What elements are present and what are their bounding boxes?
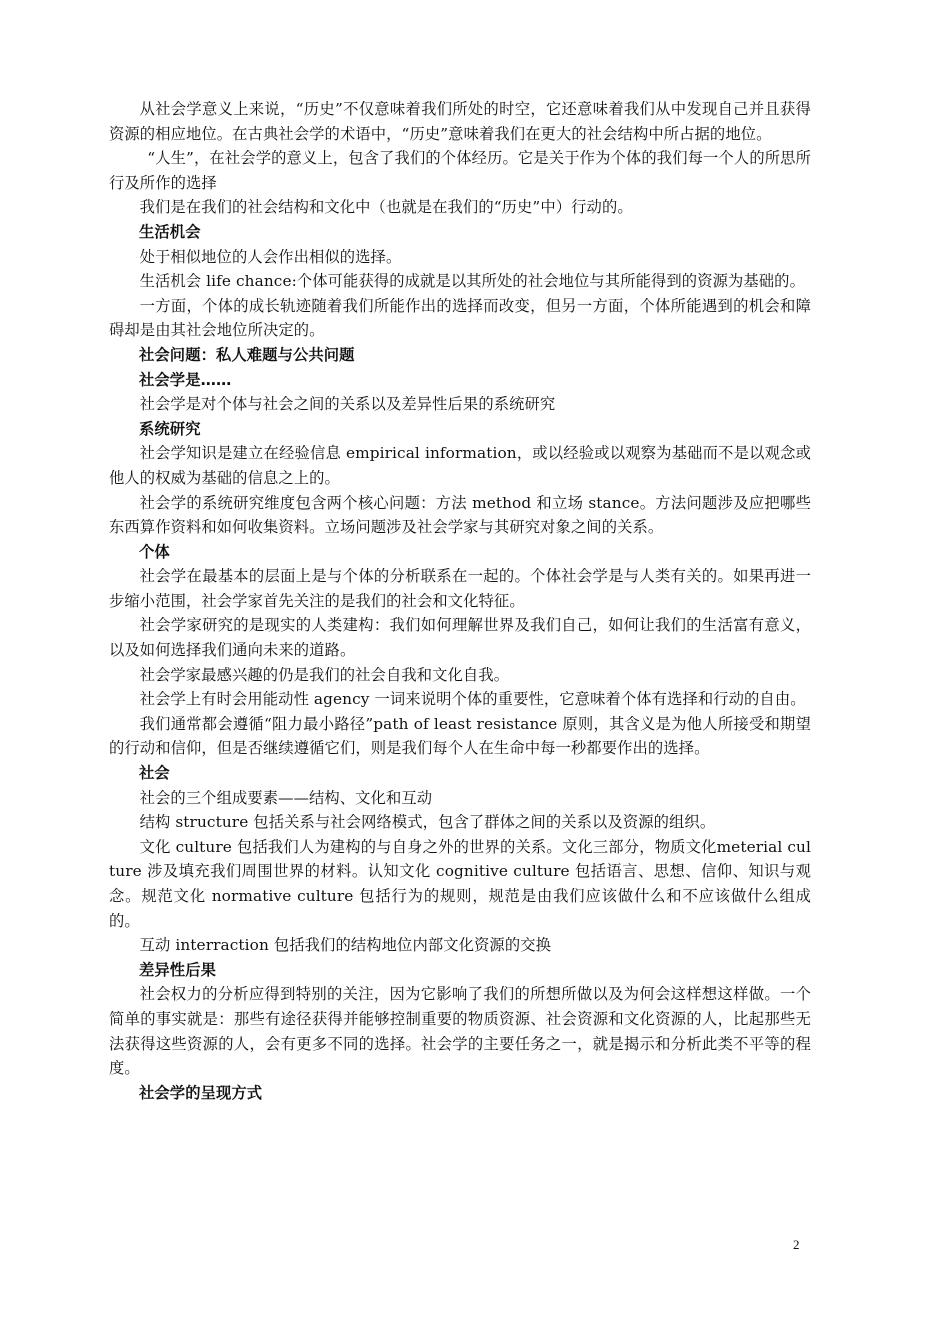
heading-differential-consequences: 差异性后果 bbox=[139, 960, 216, 979]
heading-social-problems: 社会问题：私人难题与公共问题 bbox=[139, 345, 355, 364]
paragraph-individual-analysis: 社会学在最基本的层面上是与个体的分析联系在一起的。个体社会学是与人类有关的。如果再进一步缩小范围，社会学家首先关注的是我们的社会和文化特征。 bbox=[109, 567, 811, 610]
paragraph-trajectory: 一方面，个体的成长轨迹随着我们所能作出的选择而改变，但另一方面，个体所能遇到的机会和障碍却是由其社会地位所决定的。 bbox=[109, 296, 811, 340]
paragraph-interaction: 互动 interraction 包括我们的结构地位内部文化资源的交换 bbox=[139, 936, 552, 955]
document-body bbox=[109, 97, 811, 1105]
paragraph-act-in-history: 我们是在我们的社会结构和文化中（也就是在我们的“历史”中）行动的。 bbox=[139, 198, 633, 217]
paragraph-method-stance: 社会学的系统研究维度包含两个核心问题：方法 method 和立场 stance。方法问题涉及应把哪些东西算作资料和如何收集资料。立场问题涉及社会学家与其研究对象之间的关系。 bbox=[109, 493, 811, 537]
paragraph-least-resistance: 我们通常都会遵循“阻力最小路径”path of least resistance 原则，其含义是为他人所接受和期望的行动和信仰，但是否继续遵循它们，则是我们每个人在生命中每一秒都要作出的选择。 bbox=[109, 714, 811, 758]
paragraph-social-self: 社会学家最感兴趣的仍是我们的社会自我和文化自我。 bbox=[139, 665, 510, 684]
paragraph-structure: 结构 structure 包括关系与社会网络模式，包含了群体之间的关系以及资源的组织。 bbox=[139, 813, 716, 832]
paragraph-culture: 文化 culture 包括我们人为建构的与自身之外的世界的关系。文化三部分，物质文化meterial culture 涉及填充我们周围世界的材料。认知文化 cognitive culture 包括语言、思想、信仰、知识与观念。规范文化 normative culture 包括行为的规则，规范是由我们应该做什么和不应该做什么组成的。 bbox=[109, 837, 811, 930]
heading-individual: 个体 bbox=[139, 542, 170, 561]
paragraph-sociology-definition: 社会学是对个体与社会之间的关系以及差异性后果的系统研究 bbox=[139, 395, 556, 414]
heading-life-chances: 生活机会 bbox=[139, 222, 201, 241]
paragraph-human-constructs: 社会学家研究的是现实的人类建构：我们如何理解世界及我们自己，如何让我们的生活富有意义，以及如何选择我们通向未来的道路。 bbox=[109, 616, 811, 660]
paragraph-biography-meaning: “人生”，在社会学的意义上，包含了我们的个体经历。它是关于作为个体的我们每一个人的所思所行及所作的选择 bbox=[109, 149, 811, 192]
heading-sociology-is: 社会学是…… bbox=[139, 370, 232, 389]
paragraph-three-elements: 社会的三个组成要素——结构、文化和互动 bbox=[139, 788, 433, 807]
heading-presentation: 社会学的呈现方式 bbox=[139, 1083, 263, 1102]
heading-society: 社会 bbox=[139, 764, 170, 783]
paragraph-life-chance-definition: 生活机会 life chance:个体可能获得的成就是以其所处的社会地位与其所能得到的资源为基础的。 bbox=[139, 272, 805, 291]
paragraph-power-analysis: 社会权力的分析应得到特别的关注，因为它影响了我们的所想所做以及为何会这样想这样做。一个简单的事实就是：那些有途径获得并能够控制重要的物质资源、社会资源和文化资源的人，比起那些无法获得这些资源的人，会有更多不同的选择。社会学的主要任务之一，就是揭示和分析此类不平等的程度。 bbox=[109, 985, 811, 1078]
page-number: 2 bbox=[793, 1237, 800, 1252]
paragraph-history-meaning: 从社会学意义上来说，“历史”不仅意味着我们所处的时空，它还意味着我们从中发现自己并且获得资源的相应地位。在古典社会学的术语中，“历史”意味着我们在更大的社会结构中所占据的地位。 bbox=[109, 100, 811, 143]
paragraph-agency: 社会学上有时会用能动性 agency 一词来说明个体的重要性，它意味着个体有选择和行动的自由。 bbox=[139, 690, 806, 709]
paragraph-similar-positions: 处于相似地位的人会作出相似的选择。 bbox=[139, 247, 402, 266]
heading-systematic-study: 系统研究 bbox=[139, 419, 201, 438]
paragraph-empirical-information: 社会学知识是建立在经验信息 empirical information，或以经验或以观察为基础而不是以观念或他人的权威为基础的信息之上的。 bbox=[109, 444, 811, 487]
